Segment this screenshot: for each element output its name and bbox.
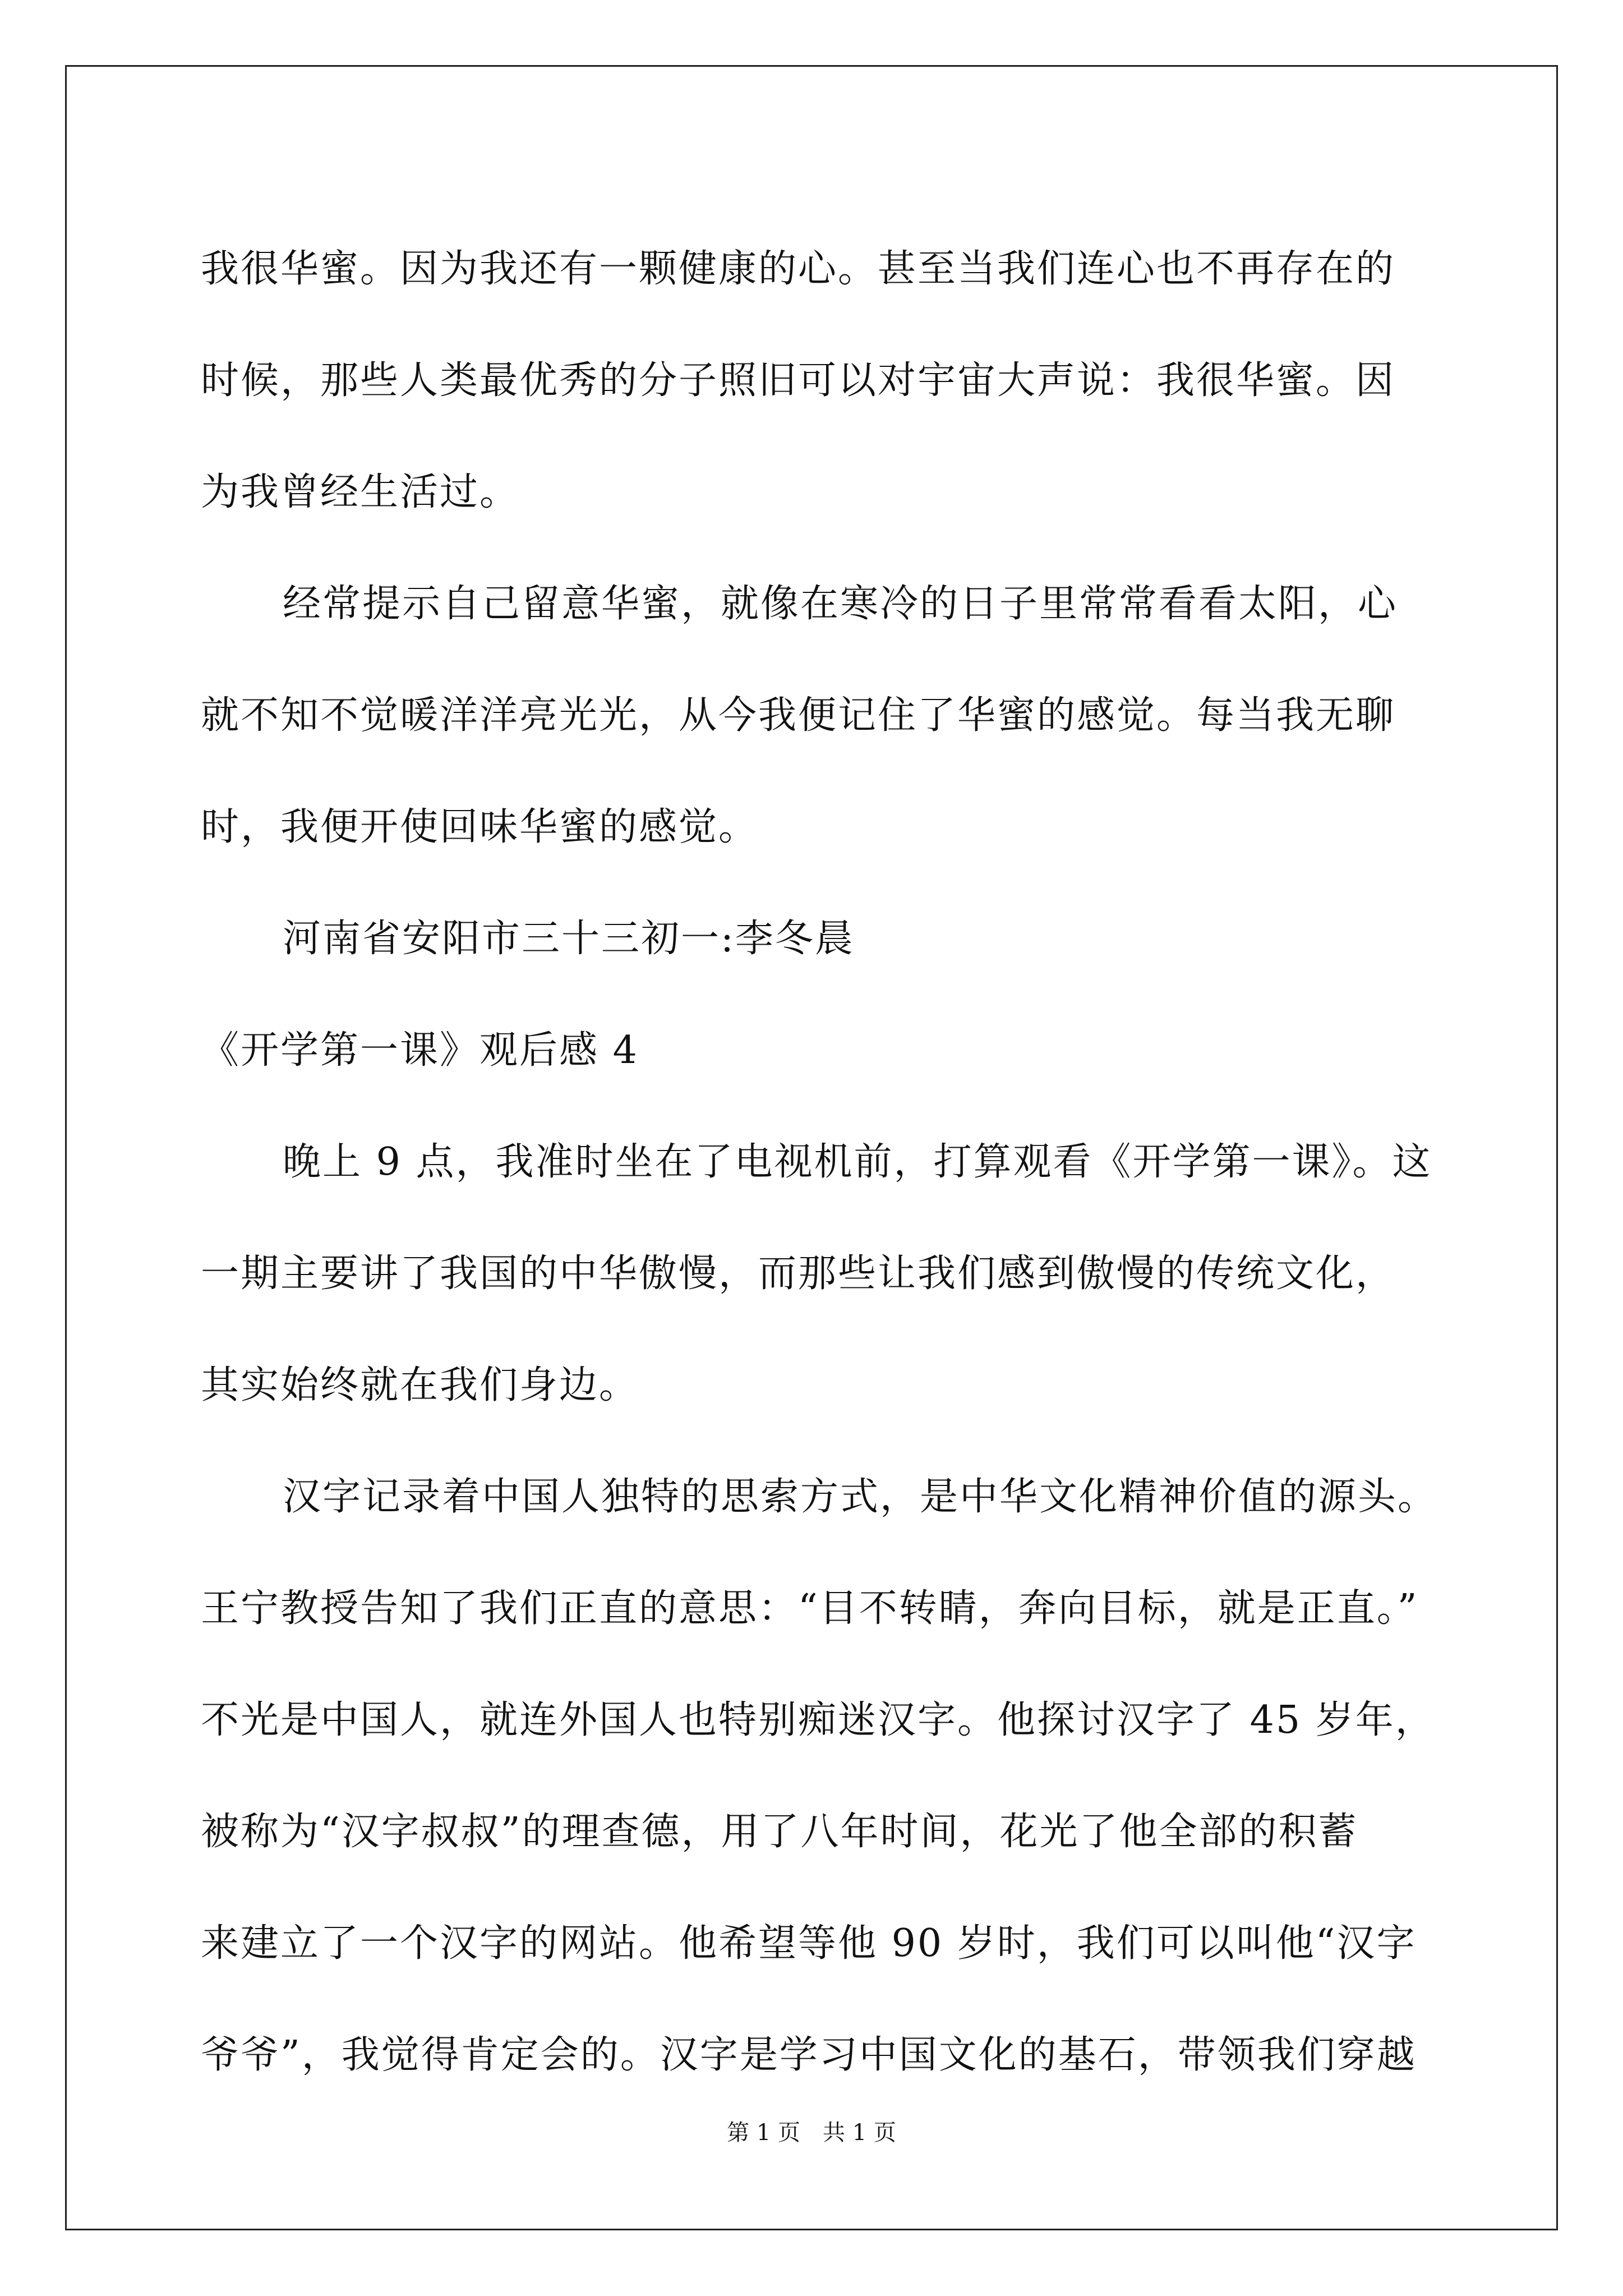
paragraph-start-line: 晚上 9 点，我准时坐在了电视机前，打算观看《开学第一课》。这 bbox=[283, 1140, 1432, 1184]
text-line: 就不知不觉暖洋洋亮光光，从今我便记住了华蜜的感觉。每当我无聊 bbox=[201, 693, 1396, 738]
text-line: 时候，那些人类最优秀的分子照旧可以对宇宙大声说：我很华蜜。因 bbox=[201, 358, 1396, 403]
text-line: 来建立了一个汉字的网站。他希望等他 90 岁时，我们可以叫他“汉字 bbox=[201, 1921, 1417, 1966]
text-line: 为我曾经生活过。 bbox=[201, 470, 520, 514]
text-line: 时，我便开使回味华蜜的感觉。 bbox=[201, 805, 759, 849]
author-line: 河南省安阳市三十三初一:李冬晨 bbox=[283, 917, 855, 961]
text-line: 其实始终就在我们身边。 bbox=[201, 1363, 639, 1407]
text-line: 一期主要讲了我国的中华傲慢，而那些让我们感到傲慢的传统文化， bbox=[201, 1251, 1396, 1296]
document-body bbox=[201, 213, 1502, 2111]
paragraph-start-line: 汉字记录着中国人独特的思索方式，是中华文化精神价值的源头。 bbox=[283, 1475, 1438, 1519]
text-line: 被称为“汉字叔叔”的理查德，用了八年时间，花光了他全部的积蓄 bbox=[201, 1810, 1358, 1854]
page-number-footer: 第 1 页 共 1 页 bbox=[727, 2120, 896, 2146]
text-line: 王宁教授告知了我们正直的意思：“目不转睛，奔向目标，就是正直。” bbox=[201, 1586, 1419, 1631]
paragraph-start-line: 经常提示自己留意华蜜，就像在寒冷的日子里常常看看太阳，心 bbox=[283, 582, 1398, 626]
text-line: 不光是中国人，就连外国人也特别痴迷汉字。他探讨汉字了 45 岁年， bbox=[201, 1698, 1435, 1742]
section-title: 《开学第一课》观后感 4 bbox=[201, 1028, 639, 1073]
text-line: 爷爷”，我觉得肯定会的。汉字是学习中国文化的基石，带领我们穿越 bbox=[201, 2033, 1417, 2077]
text-line: 我很华蜜。因为我还有一颗健康的心。甚至当我们连心也不再存在的 bbox=[201, 247, 1396, 291]
